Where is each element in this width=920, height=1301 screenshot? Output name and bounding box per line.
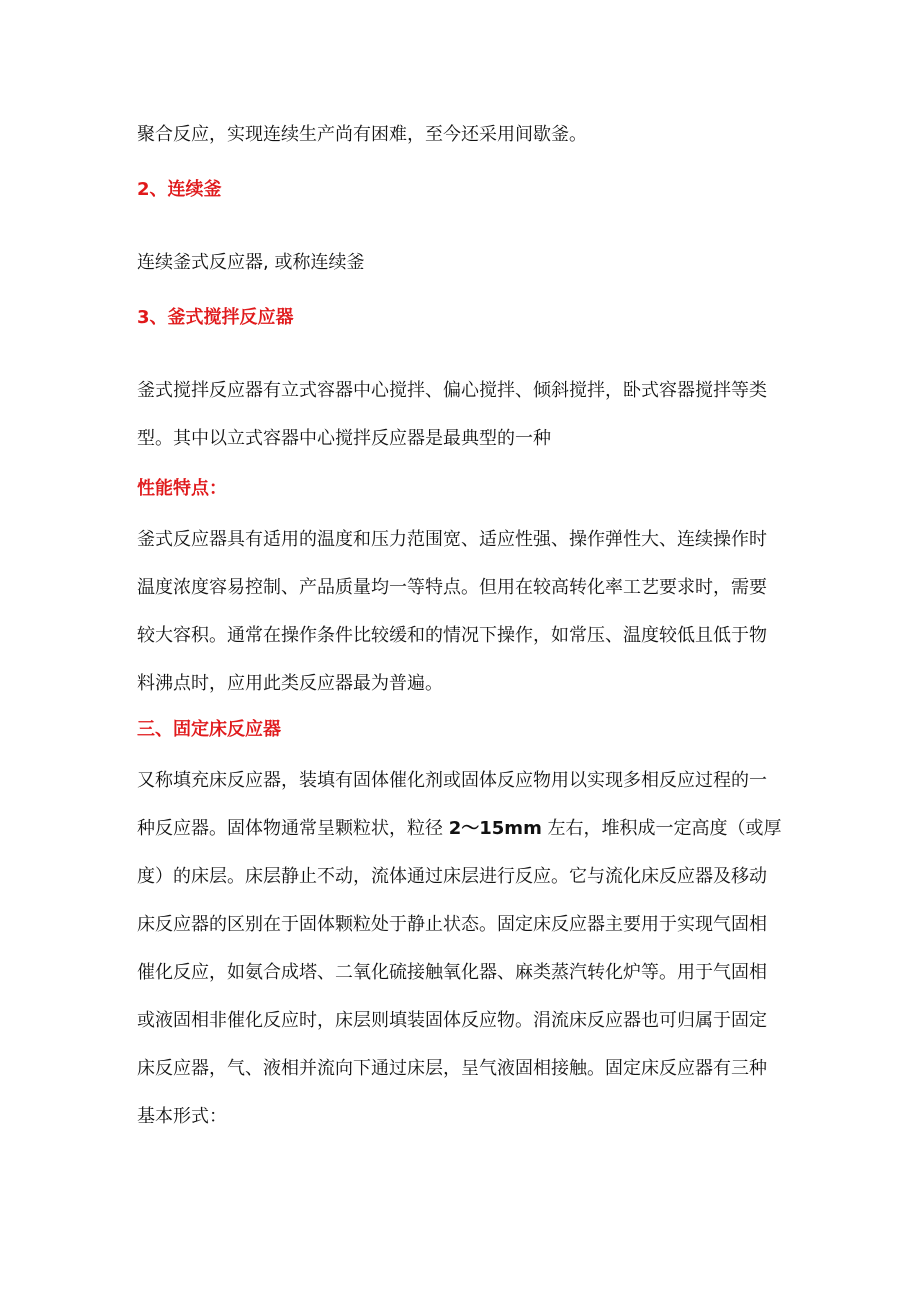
line-text-after-size: 左右，堆积成一定高度（或厚 xyxy=(541,818,782,839)
paragraph-line: 催化反应，如氨合成塔、二氧化硫接触氧化器、麻类蒸汽转化炉等。用于气固相 xyxy=(137,962,767,983)
paragraph-line: 型。其中以立式容器中心搅拌反应器是最典型的一种 xyxy=(137,428,551,449)
performance-heading: 性能特点： xyxy=(137,478,227,499)
paragraph-line: 又称填充床反应器，装填有固体催化剂或固体反应物用以实现多相反应过程的一 xyxy=(137,770,767,791)
paragraph-line: 床反应器，气、液相并流向下通过床层，呈气液固相接触。固定床反应器有三种 xyxy=(137,1058,767,1079)
performance-paragraph xyxy=(137,516,785,708)
paragraph-line: 或液固相非催化反应时，床层则填装固体反应物。涓流床反应器也可归属于固定 xyxy=(137,1010,767,1031)
line-text-before-size: 种反应器。固体物通常呈颗粒状，粒径 xyxy=(137,818,449,839)
paragraph-line: 度）的床层。床层静止不动，流体通过床层进行反应。它与流化床反应器及移动 xyxy=(137,866,767,887)
section-heading-fixed-bed-reactor: 三、固定床反应器 xyxy=(137,719,281,740)
intro-line: 聚合反应，实现连续生产尚有困难，至今还采用间歇釜。 xyxy=(137,124,587,145)
section-heading-stirred-kettle: 3、釜式搅拌反应器 xyxy=(137,307,294,328)
paragraph-line: 釜式反应器具有适用的温度和压力范围宽、适应性强、操作弹性大、连续操作时 xyxy=(137,529,767,550)
fixed-bed-paragraph xyxy=(137,757,785,1141)
paragraph-line-with-size xyxy=(137,805,785,853)
paragraph-line: 床反应器的区别在于固体颗粒处于静止状态。固定床反应器主要用于实现气固相 xyxy=(137,914,767,935)
paragraph-line: 料沸点时，应用此类反应器最为普遍。 xyxy=(137,673,443,694)
paragraph-line: 较大容积。通常在操作条件比较缓和的情况下操作，如常压、温度较低且低于物 xyxy=(137,625,767,646)
continuous-kettle-text: 连续釜式反应器, 或称连续釜 xyxy=(137,252,365,273)
section-heading-continuous-kettle: 2、连续釜 xyxy=(137,179,222,200)
stirred-kettle-paragraph xyxy=(137,367,785,463)
paragraph-line: 基本形式： xyxy=(137,1106,227,1127)
particle-size-value: 2～15mm xyxy=(448,818,542,839)
paragraph-line: 温度浓度容易控制、产品质量均一等特点。但用在较高转化率工艺要求时，需要 xyxy=(137,577,767,598)
paragraph-line: 釜式搅拌反应器有立式容器中心搅拌、偏心搅拌、倾斜搅拌，卧式容器搅拌等类 xyxy=(137,380,767,401)
